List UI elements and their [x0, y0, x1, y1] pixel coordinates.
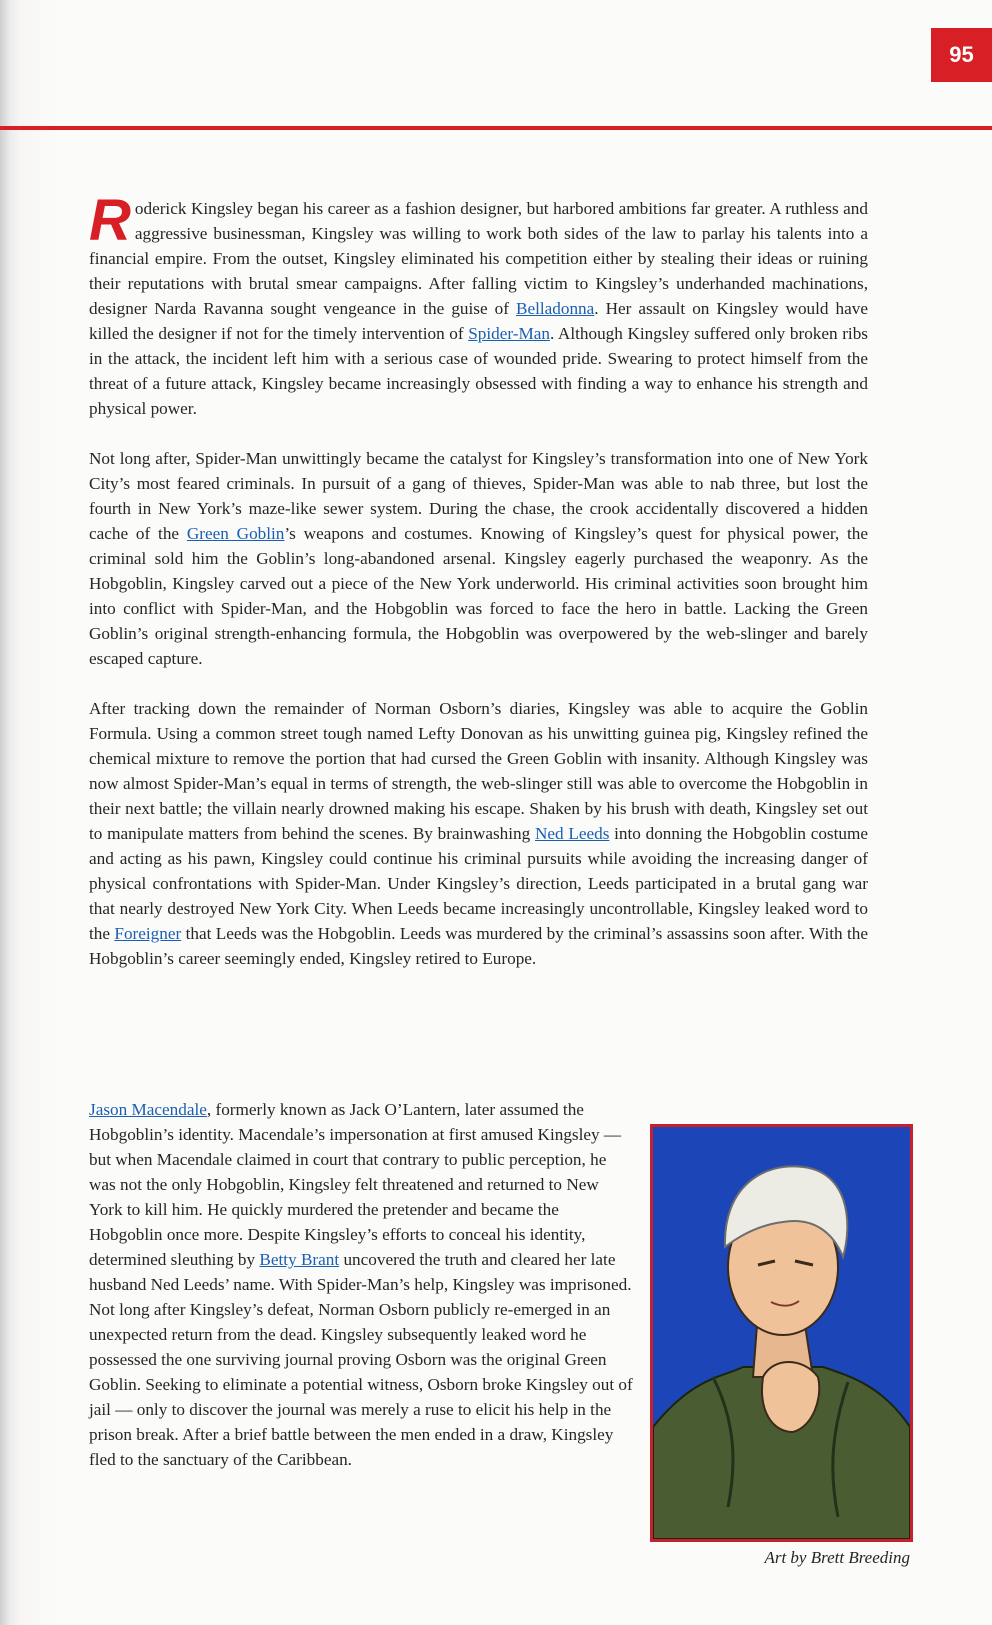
link-jason-macendale[interactable]: Jason Macendale — [89, 1100, 207, 1119]
hobgoblin-portrait-illustration — [650, 1124, 913, 1542]
link-spider-man[interactable]: Spider-Man — [468, 324, 550, 343]
paragraph-3-text-a: After tracking down the remainder of Norman Osborn’s diaries, Kingsley was able to acquire the Goblin Formula. Using a common street tough named Lefty Donovan as his unwitting guinea pig, Kingsley refined the chemical mixture to remove the portion that had cursed the Green Goblin with insanity. Although Kingsley was now almost Spider-Man’s equal in terms of strength, the web-slinger still was able to overcome the Hobgoblin in their next battle; the villain nearly drowned making his escape. Shaken by his brush with death, Kingsley set out to manipulate matters from behind the scenes. By brainwashing — [89, 699, 868, 843]
portrait-drawing — [653, 1127, 910, 1539]
paragraph-3 — [89, 696, 868, 971]
paragraph-2-text-b: ’s weapons and costumes. Knowing of Kingsley’s quest for physical power, the criminal sold him the Goblin’s long-abandoned arsenal. Kingsley eagerly purchased the weaponry. As the Hobgoblin, Kingsley carved out a piece of the New York underworld. His criminal activities soon brought him into conflict with Spider-Man, and the Hobgoblin was forced to face the hero in battle. Lacking the Green Goblin’s original strength-enhancing formula, the Hobgoblin was overpowered by the web-slinger and barely escaped capture. — [89, 524, 868, 668]
paragraph-2 — [89, 446, 868, 671]
paragraph-4 — [89, 1097, 636, 1472]
paragraph-1 — [89, 188, 868, 421]
header-rule — [0, 126, 992, 130]
art-credit-caption: Art by Brett Breeding — [764, 1548, 910, 1567]
paragraph-3-text-c: that Leeds was the Hobgoblin. Leeds was murdered by the criminal’s assassins soon after. With the Hobgoblin’s career seemingly ended, Kingsley retired to Europe. — [89, 924, 868, 968]
link-ned-leeds[interactable]: Ned Leeds — [534, 824, 610, 843]
paragraph-4-text-a: , formerly known as Jack O’Lantern, later assumed the Hobgoblin’s identity. Macendale’s impersonation at first amused Kingsley — but when Macendale claimed in court that contrary to public perception, he was not the only Hobgoblin, Kingsley felt threatened and returned to New York to kill him. He quickly murdered the pretender and became the Hobgoblin once more. Despite Kingsley’s efforts to conceal his identity, determined sleuthing by — [89, 1100, 622, 1269]
link-green-goblin[interactable]: Green Goblin — [186, 524, 285, 543]
link-belladonna[interactable]: Belladonna — [515, 299, 595, 318]
paragraph-1-text-c: . Although Kingsley suffered only broken ribs in the attack, the incident left him with a serious case of wounded pride. Swearing to protect himself from the threat of a future attack, Kingsley became increasingly obsessed with finding a way to enhance his strength and physical power. — [89, 324, 868, 418]
paragraph-4-text-b: uncovered the truth and cleared her late husband Ned Leeds’ name. With Spider-Man’s help, Kingsley was imprisoned. Not long after Kingsley’s defeat, Norman Osborn publicly re-emerged in an unexpected return from the dead. Kingsley subsequently leaked word he possessed the one surviving journal proving Osborn was the original Green Goblin. Seeking to eliminate a potential witness, Osborn broke Kingsley out of jail — only to discover the journal was merely a ruse to elicit his help in the prison break. After a brief battle between the men ended in a draw, Kingsley fled to the sanctuary of the Caribbean. — [89, 1250, 633, 1469]
link-betty-brant[interactable]: Betty Brant — [259, 1250, 340, 1269]
page-number-badge — [931, 28, 992, 82]
link-foreigner[interactable]: Foreigner — [114, 924, 182, 943]
paragraph-1-text-a: oderick Kingsley began his career as a fashion designer, but harbored ambitions far greater. A ruthless and aggressive businessman, Kingsley was willing to work both sides of the law to parlay his talents into a financial empire. From the outset, Kingsley eliminated his competition either by stealing their ideas or ruining their reputations with brutal smear campaigns. After falling victim to Kingsley’s underhanded machinations, designer Narda Ravanna sought vengeance in the guise of — [89, 199, 868, 318]
paragraph-1-text-b: . Her assault on Kingsley would have killed the designer if not for the timely intervention of — [89, 299, 868, 343]
page-number: 95 — [949, 42, 974, 67]
paragraph-3-text-b: into donning the Hobgoblin costume and acting as his pawn, Kingsley could continue his criminal pursuits while avoiding the increasing danger of physical confrontations with Spider-Man. Under Kingsley’s direction, Leeds participated in a brutal gang war that nearly destroyed New York City. When Leeds became increasingly uncontrollable, Kingsley leaked word to the — [89, 824, 868, 943]
drop-cap: R — [89, 188, 131, 253]
article-body-bottom — [89, 1097, 636, 1472]
article-body — [89, 188, 868, 996]
paragraph-2-text-a: Not long after, Spider-Man unwittingly became the catalyst for Kingsley’s transformation into one of New York City’s most feared criminals. In pursuit of a gang of thieves, Spider-Man was able to nab three, but lost the fourth in New York’s maze-like sewer system. During the chase, the crook accidentally discovered a hidden cache of the — [89, 449, 868, 543]
